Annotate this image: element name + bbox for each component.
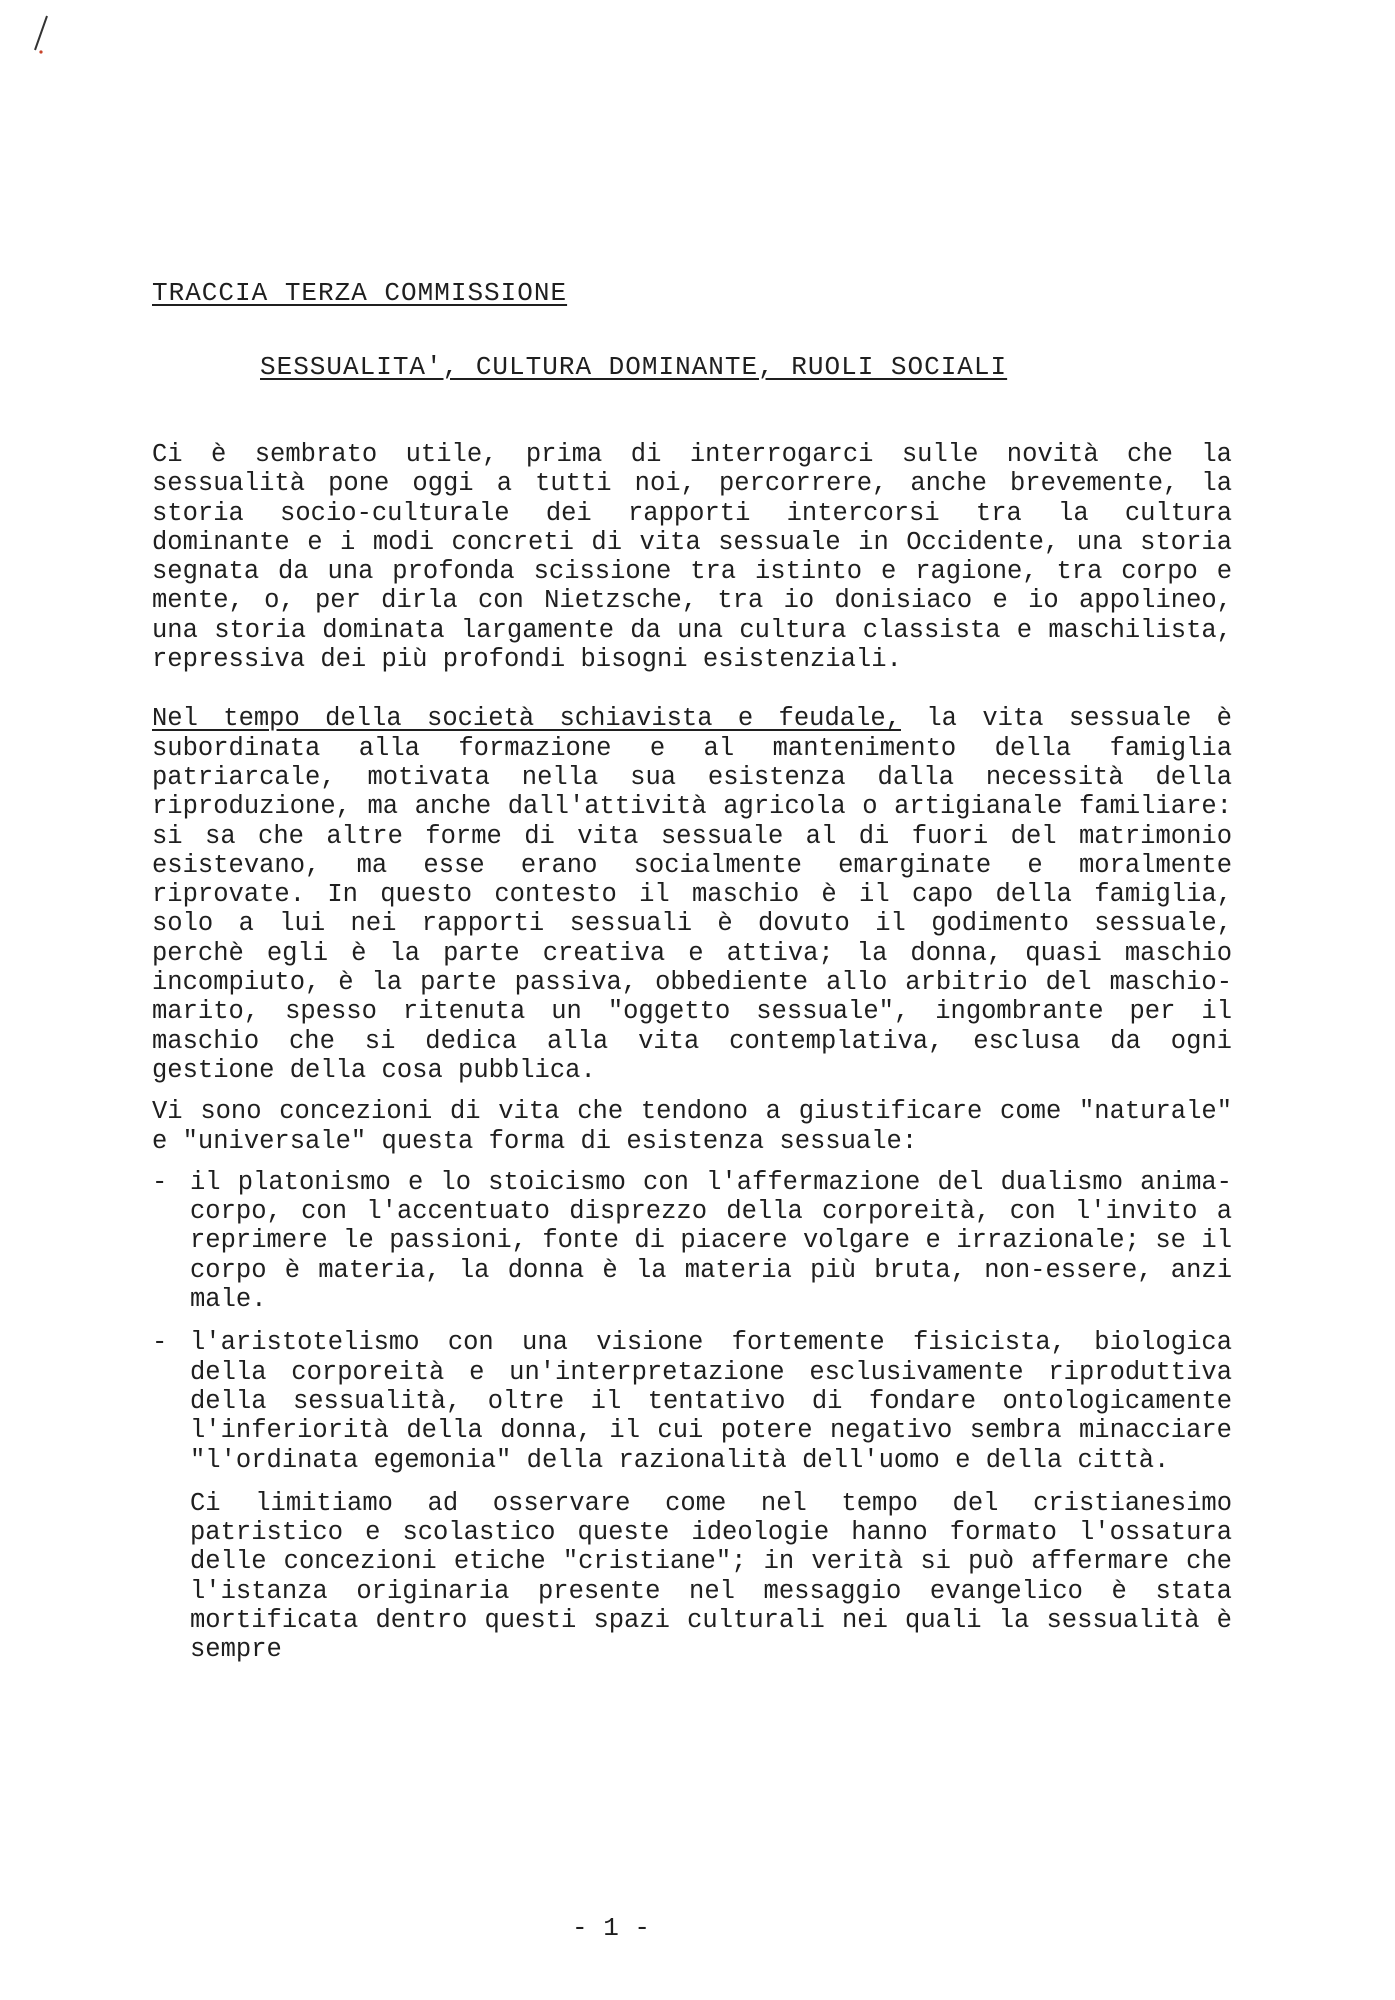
paragraph-intro: Ci è sembrato utile, prima di interrogarci sulle novità che la sessualità pone oggi a tutti noi, percorrere, anche brevemente, la storia socio-culturale dei rapporti intercorsi tra la cultura dominante e i modi concreti di vita sessuale in Occidente, una storia segnata da una profonda scissione tra istinto e ragione, tra corpo e mente, o, per dirla con Nietzsche, tra io donisiaco e io appolineo, una storia dominata largamente da una cultura classista e maschilista, repressiva dei più profondi bisogni esistenziali. [152,440,1232,675]
pen-stroke-mark [32,14,50,56]
list-dash: - [152,1328,168,1358]
paragraph-conceptions: Vi sono concezioni di vita che tendono a giustificare come "naturale" e "universale" questa forma di esistenza sessuale: [152,1097,1232,1156]
list-item [152,1328,1232,1474]
conceptions-list [152,1168,1232,1475]
list-item-text: il platonismo e lo stoicismo con l'affermazione del dualismo anima-corpo, con l'accentuato disprezzo della corporeità, con l'invito a reprimere le passioni, fonte di piacere volgare e irrazionale; se il corpo è materia, la donna è la materia più bruta, non-essere, anzi male. [190,1167,1232,1315]
document-subtitle: SESSUALITA', CULTURA DOMINANTE, RUOLI SOCIALI [260,352,1008,382]
list-item-text: l'aristotelismo con una visione fortemente fisicista, biologica della corporeità e un'interpretazione esclusivamente riproduttiva della sessualità, oltre il tentativo di fondare ontologicamente l'inferiorità della donna, il cui potere negativo sembra minacciare "l'ordinata egemonia" della razionalità dell'uomo e della città. [190,1328,1232,1475]
list-item [152,1168,1232,1314]
paragraph-feudal-society [152,704,1232,1085]
list-dash: - [152,1167,168,1197]
document-body [152,440,1232,1695]
document-title: TRACCIA TERZA COMMISSIONE [152,278,568,308]
paragraph-closing: Ci limitiamo ad osservare come nel tempo del cristianesimo patristico e scolastico queste ideologie hanno formato l'ossatura delle concezioni etiche "cristiane"; in verità si può affermare che l'istanza originaria presente nel messaggio evangelico è stata mortificata dentro questi spazi culturali nei quali la sessualità è sempre [190,1488,1232,1665]
page-number: - 1 - [572,1913,651,1943]
paragraph-lead-underlined: Nel tempo della società schiavista e feudale, [152,704,901,734]
paragraph-feudal-text: la vita sessuale è subordinata alla formazione e al mantenimento della famiglia patriarcale, motivata nella sua esistenza dalla necessità della riproduzione, ma anche dall'attività agricola o artigianale familiare: si sa che altre forme di vita sessuale al di fuori del matrimonio esistevano, ma esse erano socialmente emarginate e moralmente riprovate. In questo contesto il maschio è il capo della famiglia, solo a lui nei rapporti sessuali è dovuto il godimento sessuale, perchè egli è la parte creativa e attiva; la donna, quasi maschio incompiuto, è la parte passiva, obbediente allo arbitrio del maschio-marito, spesso ritenuta un "oggetto sessuale", ingombrante per il maschio che si dedica alla vita contemplativa, esclusa da ogni gestione della cosa pubblica. [152,704,1232,1085]
